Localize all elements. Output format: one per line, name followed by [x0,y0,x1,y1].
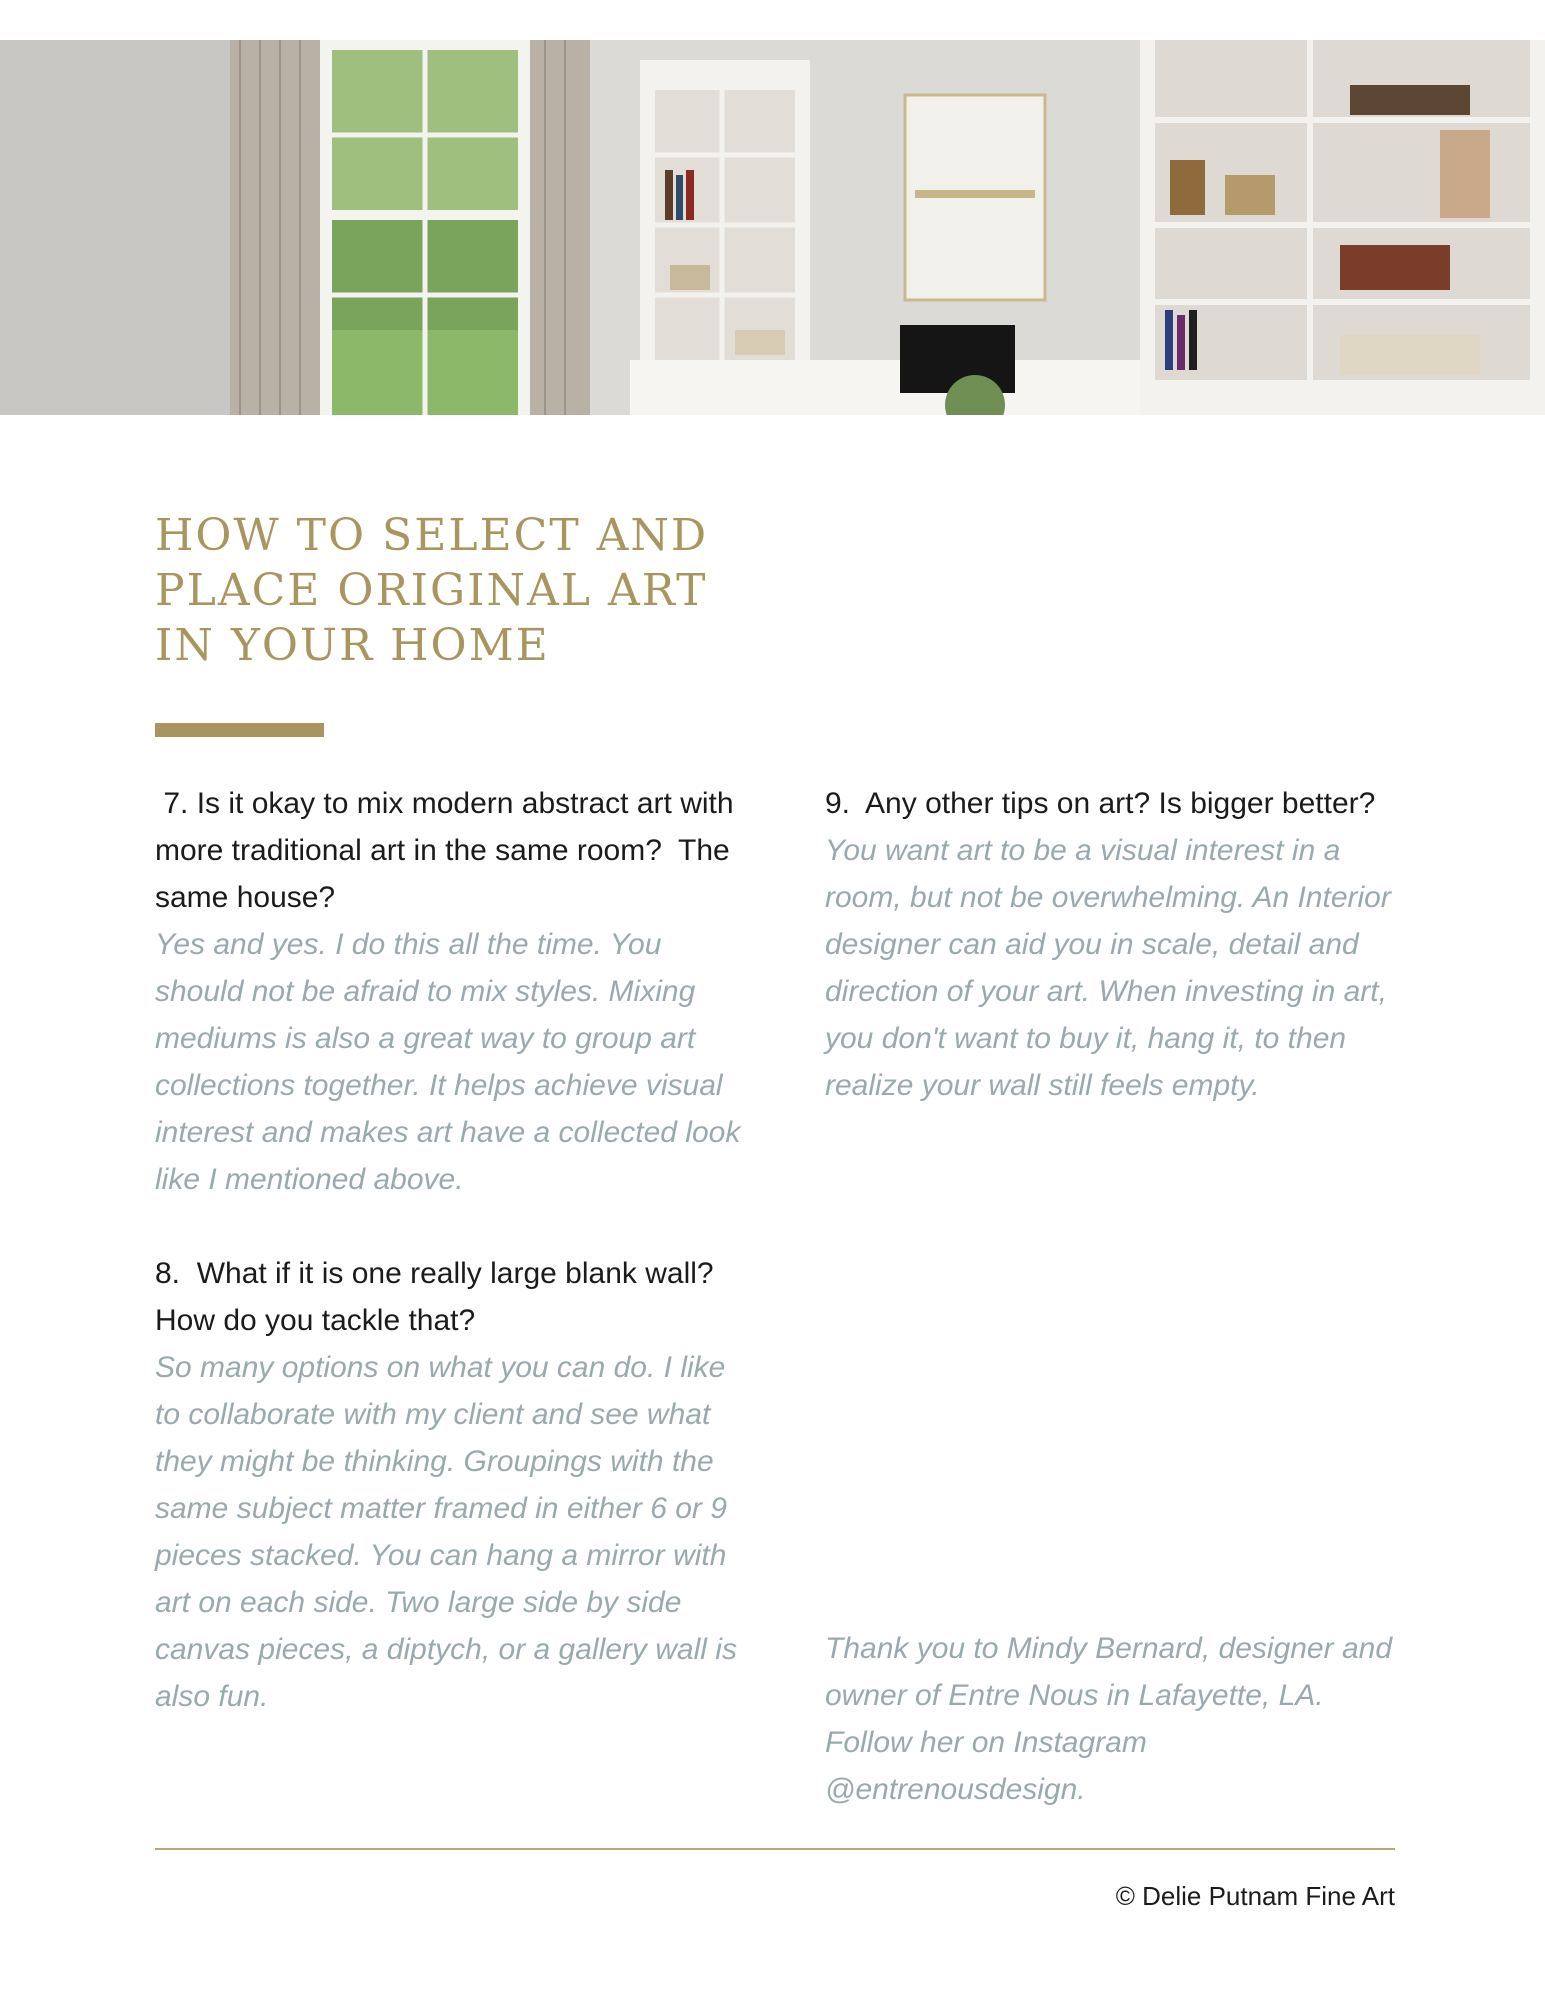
title-line-3: IN YOUR HOME [155,620,550,671]
answer-7: Yes and yes. I do this all the time. You should not be afraid to mix styles. Mixing mediums is also a great way to group art collections together. It helps achieve visual interest and makes art have a collected look like I mentioned above. [155,928,741,1196]
header-photo [0,40,1545,415]
qa-item-7 [155,780,745,1203]
page-title [155,508,855,673]
living-room-photo-icon [0,40,1545,415]
question-9: 9. Any other tips on art? Is bigger better? [825,787,1376,820]
footer-divider [155,1848,1395,1850]
right-column [825,780,1415,1109]
answer-8: So many options on what you can do. I like to collaborate with my client and see what they might be thinking. Groupings with the same subject matter framed in either 6 or 9 pieces stacked. You can hang a mirror with art on each side. Two large side by side canvas pieces, a diptych, or a gallery wall is also fun. [155,1351,737,1713]
title-line-2: PLACE ORIGINAL ART [155,565,708,616]
question-8: 8. What if it is one really large blank wall? How do you tackle that? [155,1257,722,1337]
thank-you-note: Thank you to Mindy Bernard, designer and owner of Entre Nous in Lafayette, LA. Follow her on Instagram @entrenousdesign. [825,1632,1392,1806]
title-accent-bar [155,723,324,737]
qa-item-8 [155,1250,745,1720]
title-line-1: HOW TO SELECT AND [155,510,709,561]
copyright-notice: © Delie Putnam Fine Art [1115,1881,1395,1911]
question-7: 7. Is it okay to mix modern abstract art with more traditional art in the same room? The same house? [155,787,742,914]
qa-item-9 [825,780,1415,1109]
answer-9: You want art to be a visual interest in a room, but not be overwhelming. An Interior designer can aid you in scale, detail and direction of your art. When investing in art, you don't want to buy it, hang it, to then realize your wall still feels empty. [825,834,1391,1102]
left-column [155,780,745,1720]
